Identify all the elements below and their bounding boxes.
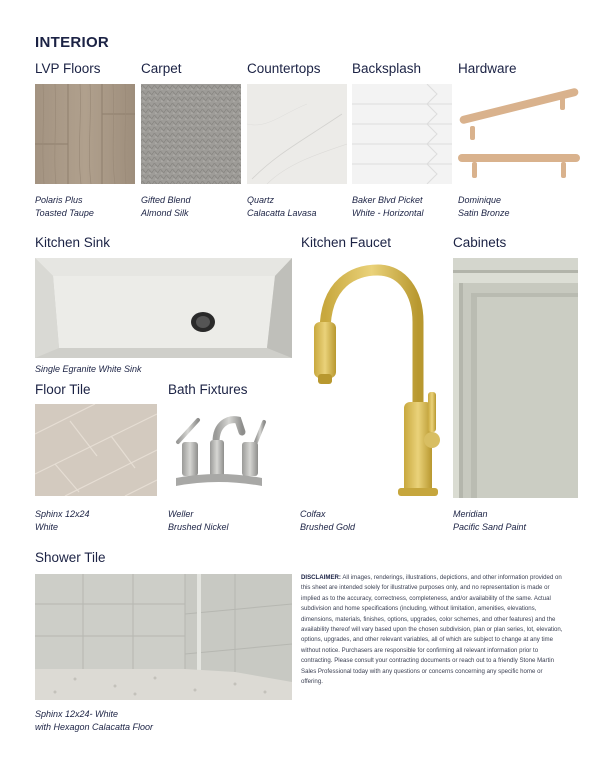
carpet-caption: Gifted Blend Almond Silk xyxy=(141,195,191,218)
heading-floor-tile: Floor Tile xyxy=(35,382,91,397)
heading-kitchen-faucet: Kitchen Faucet xyxy=(301,235,392,250)
countertop-swatch xyxy=(247,84,347,184)
heading-carpet: Carpet xyxy=(141,61,182,76)
shower-tile-caption: Sphinx 12x24- White with Hexagon Calacatta Floor xyxy=(35,709,154,732)
kitchen-sink-image xyxy=(35,258,292,358)
heading-cabinets: Cabinets xyxy=(453,235,507,250)
lvp-caption: Polaris Plus Toasted Taupe xyxy=(35,195,94,218)
lvp-floor-swatch xyxy=(35,84,135,184)
heading-shower-tile: Shower Tile xyxy=(35,550,106,565)
heading-kitchen-sink: Kitchen Sink xyxy=(35,235,111,250)
shower-tile-image xyxy=(35,574,292,700)
disclaimer-label: DISCLAIMER: xyxy=(301,574,341,581)
bath-fixtures-image xyxy=(168,412,268,492)
countertop-caption: Quartz Calacatta Lavasa xyxy=(247,195,317,218)
kitchen-faucet-image xyxy=(300,262,450,498)
cabinets-caption: Meridian Pacific Sand Paint xyxy=(453,509,527,532)
hardware-swatch xyxy=(458,84,580,184)
heading-countertops: Countertops xyxy=(247,61,321,76)
backsplash-swatch xyxy=(352,84,452,184)
floor-tile-caption: Sphinx 12x24 White xyxy=(35,509,90,532)
cabinets-image xyxy=(453,258,578,498)
heading-lvp-floors: LVP Floors xyxy=(35,61,101,76)
backsplash-caption: Baker Blvd Picket White - Horizontal xyxy=(352,195,424,218)
heading-bath-fixtures: Bath Fixtures xyxy=(168,382,248,397)
carpet-swatch xyxy=(141,84,241,184)
kitchen-faucet-caption: Colfax Brushed Gold xyxy=(300,509,356,532)
floor-tile-image xyxy=(35,404,157,496)
heading-hardware: Hardware xyxy=(458,61,517,76)
hardware-caption: Dominique Satin Bronze xyxy=(458,195,510,218)
disclaimer-body: All images, renderings, illustrations, depictions, and other information provided on this sheet are intended solely for illustrative purposes only, and no representation is made or implied as to the accuracy, correctness, completeness, and/or availability of the same. Actual subdivision and home specifications (including, without limitation, amenities, elevations, dimensions, materials, finishes, options, upgrades, color schemes, and other features) and the availability thereof will vary based upon the chosen subdivision, plan or plan series, lot, elevation, options, upgrades, and other relevant variables, all of which are subject to change at any time without notice. Purchasers are responsible for confirming all relevant information prior to contracting. Please consult your contracting documents or reach out to a friendly Stone Martin Sales Professional today with any questions or concerns concerning any specific home or offering. xyxy=(301,574,563,686)
disclaimer-text xyxy=(301,573,563,687)
bath-fixtures-caption: Weller Brushed Nickel xyxy=(168,509,229,532)
heading-backsplash: Backsplash xyxy=(352,61,422,76)
kitchen-sink-caption: Single Egranite White Sink xyxy=(35,364,142,374)
page-title: INTERIOR xyxy=(35,34,110,51)
